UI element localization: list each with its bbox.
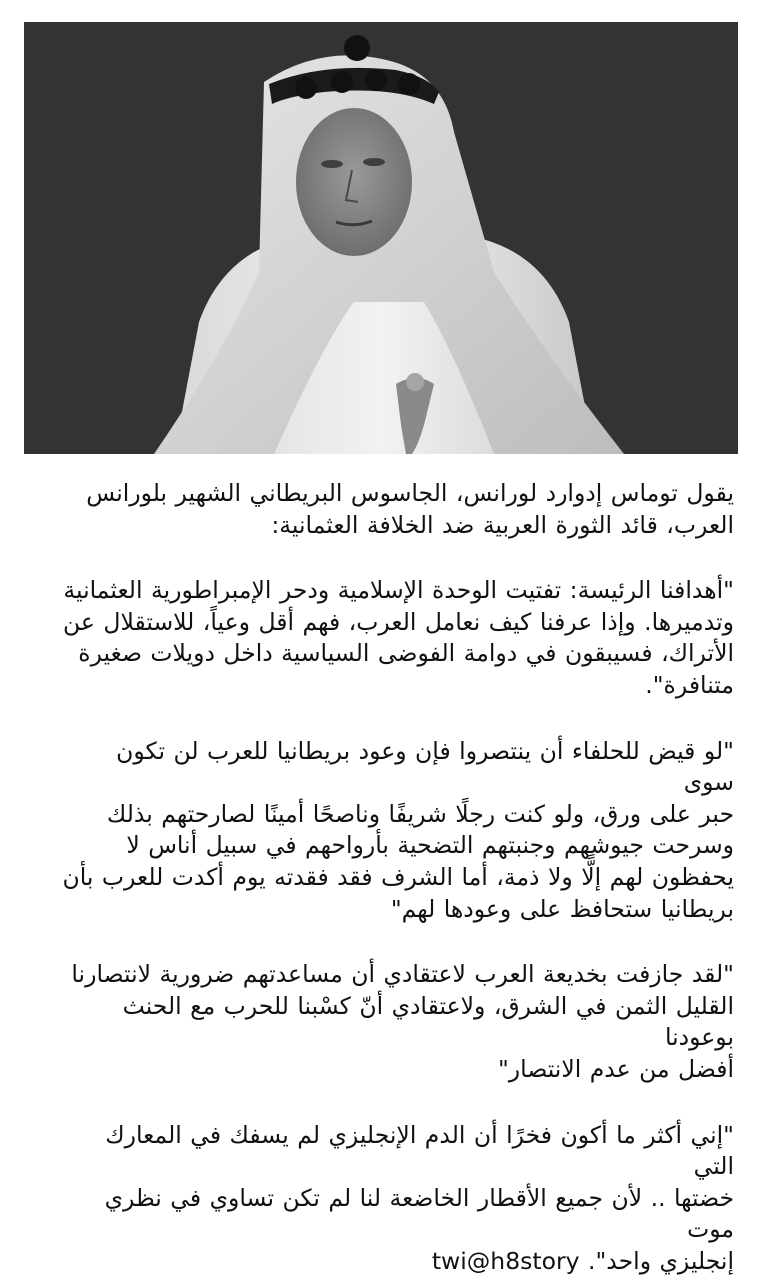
portrait-photo [24, 22, 738, 454]
closing-quote-text: "إني أكثر ما أكون فخرًا أن الدم الإنجليزي لم يسفك في المعارك التي خضتها .. لأن جميع الأقطار الخاضعة لنا لم تكن تساوي في نظري موت إنجليزي واحد". [105, 1121, 734, 1275]
quote-paragraph: "لقد جازفت بخديعة العرب لاعتقادي أن مساعدتهم ضرورية لانتصارنا القليل الثمن في الشرق، ولاعتقادي أنّ كسْبنا للحرب مع الحنث بوعودنا أفضل من عدم الانتصار" [62, 959, 734, 1085]
portrait-illustration [24, 22, 738, 454]
quote-paragraph: "أهدافنا الرئيسة: تفتيت الوحدة الإسلامية ودحر الإمبراطورية العثمانية وتدميرها. وإذا عرفنا كيف نعامل العرب، فهم أقل وعياً، للاستقلال عن الأتراك، فسيبقون في دوامة الفوضى السياسية داخل دويلات صغيرة متنافرة". [62, 575, 734, 701]
source-handle: twi@h8story [432, 1247, 580, 1275]
quote-paragraph: "لو قيض للحلفاء أن ينتصروا فإن وعود بريطانيا للعرب لن تكون سوى حبر على ورق، ولو كنت رجلًا شريفًا وناصحًا أمينًا لصارحتهم بذلك وسرحت جيوشهم وجنبتهم التضحية بأرواحهم في سبيل أناس لا يحفظون لهم إلًّا ولا ذمة، أما الشرف فقد فقدته يوم أكدت للعرب بأن بريطانيا ستحافظ على وعودها لهم" [62, 736, 734, 926]
article-text [62, 478, 734, 1277]
intro-paragraph: يقول توماس إدوارد لورانس، الجاسوس البريطاني الشهير بلورانس العرب، قائد الثورة العربية ضد الخلافة العثمانية: [62, 478, 734, 541]
closing-quote-paragraph [62, 1120, 734, 1277]
